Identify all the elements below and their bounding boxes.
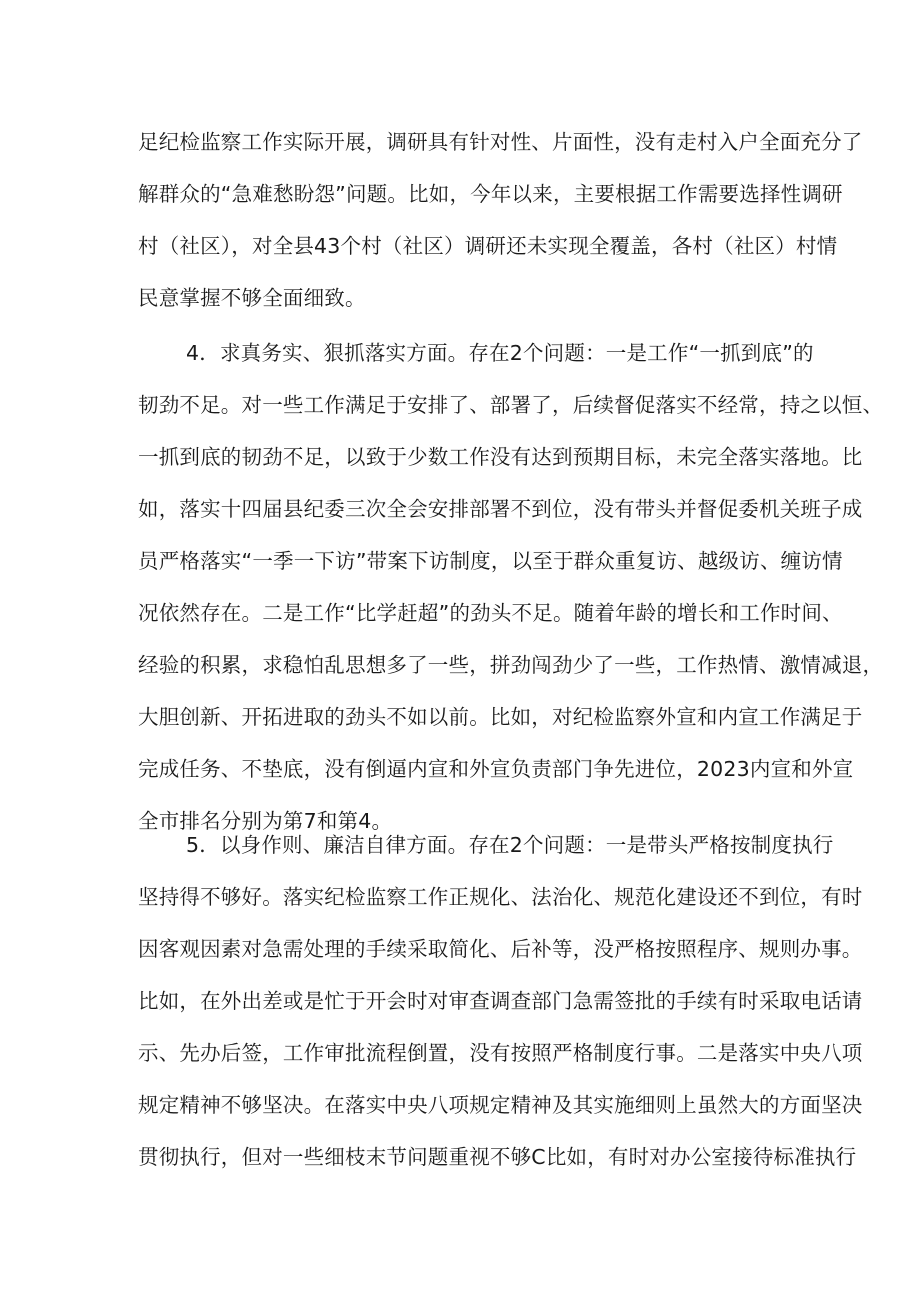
text-line: 大胆创新、开拓进取的劲头不如以前。比如，对纪检监察外宣和内宣工作满足于 [138, 705, 863, 729]
text-line: 贯彻执行，但对一些细枝末节问题重视不够C比如，有时对办公室接待标准执行 [138, 1145, 857, 1169]
text-line: 经验的积累，求稳怕乱思想多了一些，拼劲闯劲少了一些，工作热情、激情减退， [138, 653, 884, 677]
section-heading-line: 4．求真务实、狠抓落实方面。存在2个问题：一是工作“一抓到底”的 [186, 341, 814, 365]
text-line: 因客观因素对急需处理的手续采取简化、后补等，没严格按照程序、规则办事。 [138, 937, 863, 961]
text-line: 示、先办后签，工作审批流程倒置，没有按照严格制度行事。二是落实中央八项 [138, 1041, 863, 1065]
text-line: 员严格落实“一季一下访”带案下访制度，以至于群众重复访、越级访、缠访情 [138, 549, 843, 573]
paragraph-section-5 [138, 819, 863, 1183]
text-line: 韧劲不足。对一些工作满足于安排了、部署了，后续督促落实不经常，持之以恒、 [138, 393, 884, 417]
paragraph-section-4 [138, 327, 884, 847]
text-line: 村（社区），对全县43个村（社区）调研还未实现全覆盖，各村（社区）村情 [138, 234, 838, 258]
paragraph-research [138, 116, 863, 324]
text-line: 况依然存在。二是工作“比学赶超”的劲头不足。随着年龄的增长和工作时间、 [138, 601, 843, 625]
text-line: 一抓到底的韧劲不足，以致于少数工作没有达到预期目标，未完全落实落地。比 [138, 445, 863, 469]
text-line: 比如，在外出差或是忙于开会时对审查调查部门急需签批的手续有时采取电话请 [138, 989, 863, 1013]
text-line: 足纪检监察工作实际开展，调研具有针对性、片面性，没有走村入户全面充分了 [138, 130, 863, 154]
text-line: 解群众的“急难愁盼怨”问题。比如，今年以来，主要根据工作需要选择性调研 [138, 182, 843, 206]
text-line: 完成任务、不垫底，没有倒逼内宣和外宣负责部门争先进位，2023内宣和外宣 [138, 757, 854, 781]
text-line: 全市排名分别为第7和第4。 [138, 809, 393, 833]
text-line: 坚持得不够好。落实纪检监察工作正规化、法治化、规范化建设还不到位，有时 [138, 885, 863, 909]
text-line: 规定精神不够坚决。在落实中央八项规定精神及其实施细则上虽然大的方面坚决 [138, 1093, 863, 1117]
text-line: 民意掌握不够全面细致。 [138, 286, 366, 310]
section-heading-line: 5．以身作则、廉洁自律方面。存在2个问题：一是带头严格按制度执行 [186, 833, 834, 857]
text-line: 如，落实十四届县纪委三次全会安排部署不到位，没有带头并督促委机关班子成 [138, 497, 863, 521]
